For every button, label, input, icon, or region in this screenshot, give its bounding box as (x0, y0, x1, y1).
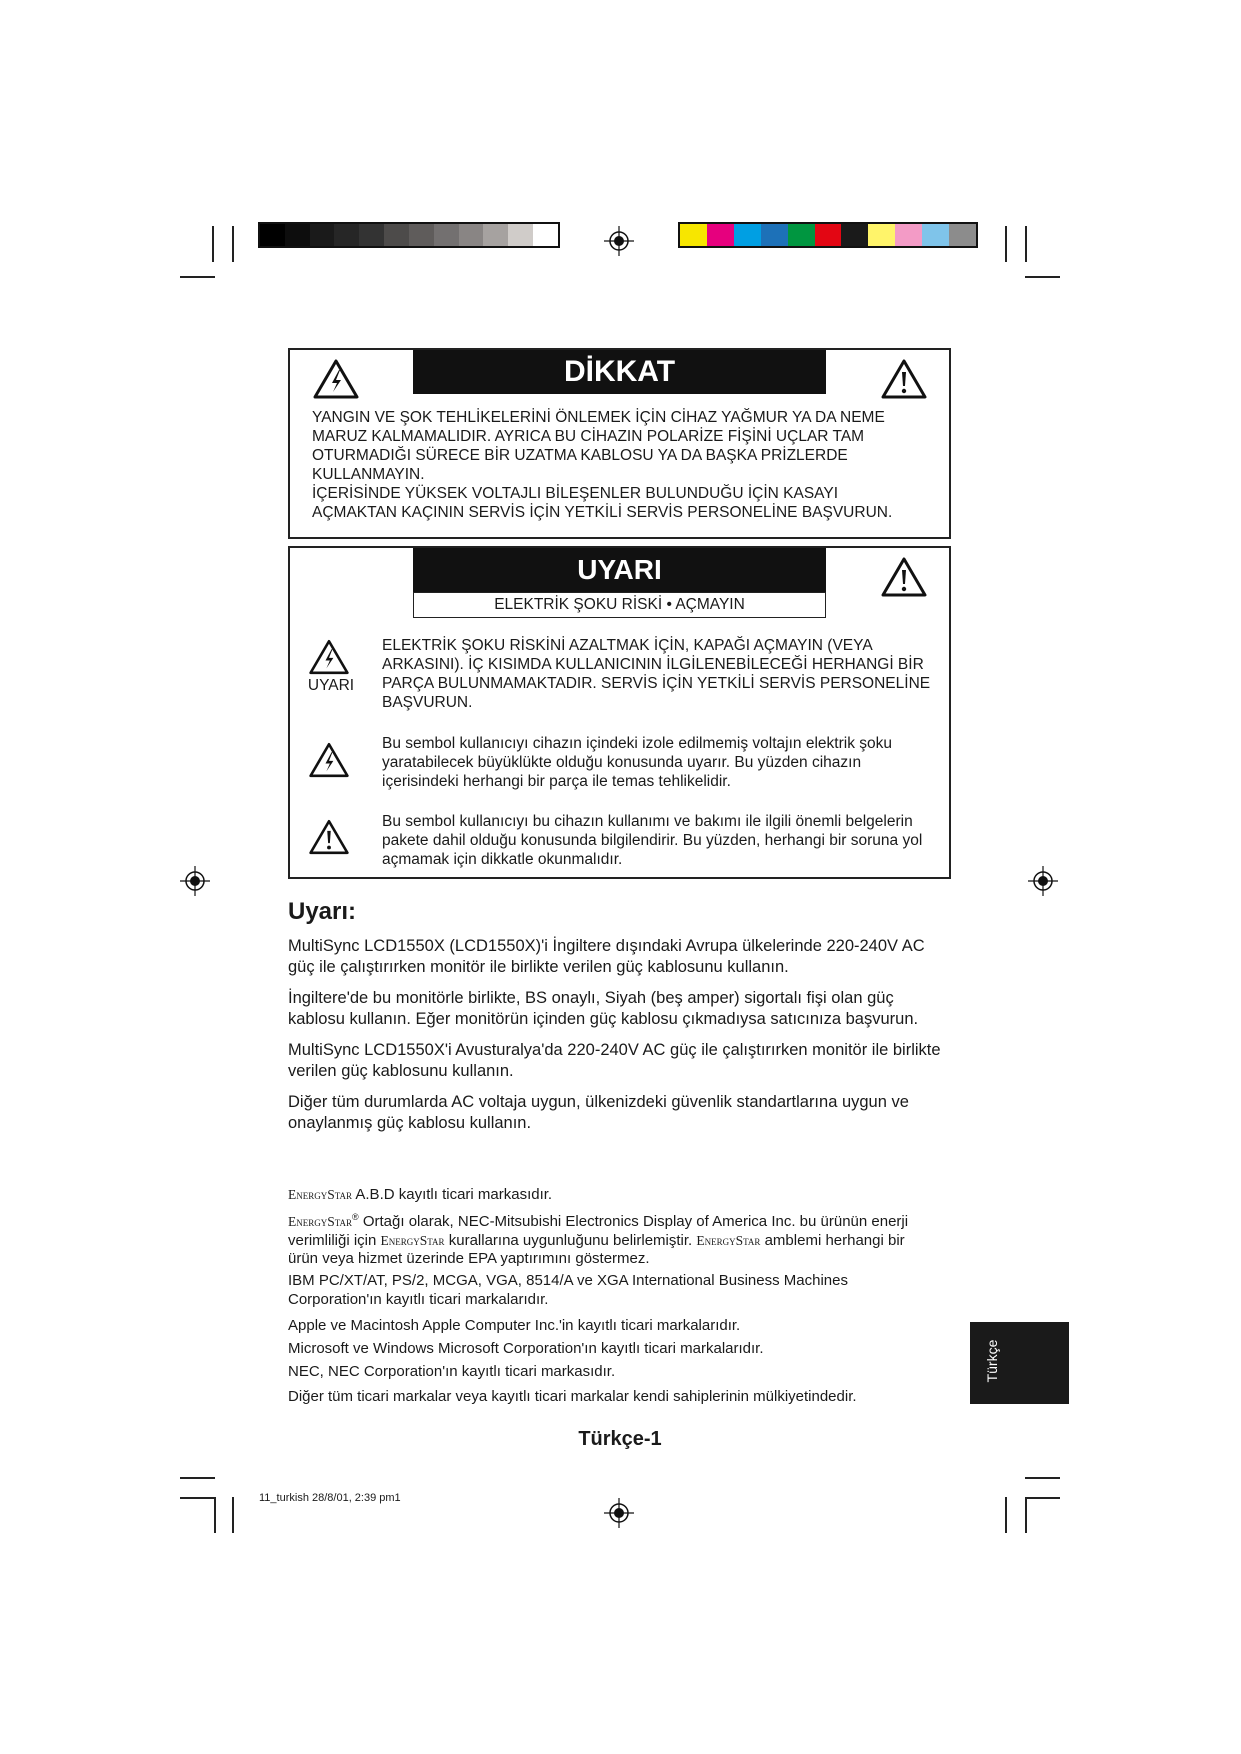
registration-mark-icon (1028, 866, 1058, 896)
text-line: MultiSync LCD1550X (LCD1550X)'i İngiltere dışındaki Avrupa ülkelerinde 220-240V AC (288, 937, 925, 955)
text-line: açmamak için dikkatle okunmalıdır. (382, 851, 623, 868)
notice-paragraph (288, 1040, 968, 1082)
trademark-others: Diğer tüm ticari markalar veya kayıtlı ticari markalar kendi sahiplerinin mülkiyetindedir. (288, 1388, 857, 1405)
lightning-warning-icon (308, 638, 350, 676)
caution-title: DİKKAT (413, 350, 826, 394)
warning-box (288, 546, 951, 879)
side-tab-label: Türkçe (984, 1339, 1000, 1383)
text-fragment: Ortağı olarak, NEC-Mitsubishi Electronics Display of America Inc. bu ürünün enerji (358, 1213, 909, 1230)
registration-mark-icon (604, 226, 634, 256)
trademark-energystar (288, 1186, 978, 1205)
text-fragment: ürün veya hizmet üzerinde EPA yaptırımını göstermez. (288, 1250, 650, 1267)
calibration-swatch (260, 224, 285, 246)
calibration-swatch (508, 224, 533, 246)
crop-mark (1005, 1497, 1007, 1533)
trademark-energystar-partner (288, 1208, 978, 1269)
caution-text (312, 408, 932, 522)
calibration-swatch (922, 224, 949, 246)
text-line: Corporation'ın kayıtlı ticari markalarıdır. (288, 1290, 549, 1308)
text-line: verilen güç kablosunu kullanın. (288, 1062, 514, 1080)
calibration-swatch (434, 224, 459, 246)
calibration-swatch (707, 224, 734, 246)
notice-paragraph (288, 936, 968, 978)
warning-title: UYARI (413, 548, 826, 592)
calibration-swatch (949, 224, 976, 246)
caution-line: İÇERİSİNDE YÜKSEK VOLTAJLI BİLEŞENLER BULUNDUĞU İÇİN KASAYI (312, 485, 839, 502)
text-line: Diğer tüm durumlarda AC voltaja uygun, ülkenizdeki güvenlik standartlarına uygun ve (288, 1093, 909, 1111)
symbol-explanation (382, 734, 942, 791)
lightning-warning-icon (312, 358, 360, 400)
crop-mark (180, 1477, 215, 1479)
calibration-swatch (359, 224, 384, 246)
energystar-wordmark: EnergyStar (288, 1187, 353, 1202)
caution-line: KULLANMAYIN. (312, 466, 425, 483)
trademark-apple: Apple ve Macintosh Apple Computer Inc.'in kayıtlı ticari markalarıdır. (288, 1317, 741, 1334)
calibration-swatch (310, 224, 335, 246)
energystar-wordmark: EnergyStar (380, 1232, 445, 1248)
calibration-swatch (680, 224, 707, 246)
caution-line: MARUZ KALMAMALIDIR. AYRICA BU CİHAZIN POLARİZE FİŞİNİ UÇLAR TAM (312, 428, 865, 445)
energystar-wordmark: EnergyStar (696, 1232, 761, 1248)
calibration-swatch (868, 224, 895, 246)
text-line: içerisindeki herhangi bir parça ile temas tehlikelidir. (382, 773, 731, 790)
exclamation-warning-icon (880, 358, 928, 400)
registered-mark: ® (352, 1212, 359, 1222)
text-line: pakete dahil olduğu konusunda bilgilendirir. Bu yüzden, herhangi bir soruna yol (382, 832, 923, 849)
calibration-swatch (285, 224, 310, 246)
text-line: ELEKTRİK ŞOKU RİSKİNİ AZALTMAK İÇİN, KAPAĞI AÇMAYIN (VEYA (382, 637, 873, 654)
text-line: yaratabilecek büyüklükte olduğu konusunda uyarır. Bu yüzden cihazın (382, 754, 862, 771)
text-fragment: verimliliği için (288, 1231, 381, 1249)
crop-mark (214, 1497, 216, 1533)
notice-heading: Uyarı: (288, 898, 357, 925)
text-fragment: amblemi herhangi bir (760, 1231, 905, 1249)
text-fragment: kurallarına uygunluğunu belirlemiştir. (444, 1231, 697, 1249)
text-line: İngiltere'de bu monitörle birlikte, BS onaylı, Siyah (beş amper) sigortalı fişi olan güç (288, 989, 894, 1007)
energystar-wordmark: EnergyStar (288, 1214, 353, 1229)
trademark-ibm (288, 1272, 978, 1309)
warning-subtitle: ELEKTRİK ŞOKU RİSKİ • AÇMAYIN (413, 592, 826, 618)
text-line: IBM PC/XT/AT, PS/2, MCGA, VGA, 8514/A ve XGA International Business Machines (288, 1272, 848, 1289)
caution-box (288, 348, 951, 539)
page-number: Türkçe-1 (578, 1428, 662, 1450)
text-line: Bu sembol kullanıcıyı cihazın içindeki izole edilmemiş voltajın elektrik şoku (382, 735, 892, 752)
caution-line: AÇMAKTAN KAÇININ SERVİS İÇİN YETKİLİ SERVİS PERSONELİNE BAŞVURUN. (312, 504, 893, 521)
crop-mark (1025, 226, 1027, 262)
crop-mark (180, 1497, 215, 1499)
calibration-swatch (734, 224, 761, 246)
calibration-swatch (841, 224, 868, 246)
caution-line: YANGIN VE ŞOK TEHLİKELERİNİ ÖNLEMEK İÇİN CİHAZ YAĞMUR YA DA NEME (312, 409, 885, 426)
calibration-swatch (815, 224, 842, 246)
text-line: Bu sembol kullanıcıyı bu cihazın kullanımı ve bakımı ile ilgili önemli belgelerin (382, 813, 913, 830)
language-side-tab (970, 1322, 1069, 1404)
warning-paragraph (382, 636, 942, 712)
text-line: kablosu kullanın. Eğer monitörün içinden güç kablosu çıkmadıysa satıcınıza başvurun. (288, 1010, 919, 1028)
exclamation-warning-icon (880, 556, 928, 598)
calibration-swatch (788, 224, 815, 246)
calibration-swatch (334, 224, 359, 246)
crop-mark (1025, 1477, 1060, 1479)
crop-mark (1025, 1497, 1027, 1533)
crop-mark (1005, 226, 1007, 262)
text-fragment: A.B.D kayıtlı ticari markasıdır. (352, 1186, 553, 1203)
text-line: ARKASINI). İÇ KISIMDA KULLANICININ İLGİLENEBİLECEĞİ HERHANGİ BİR (382, 656, 924, 673)
notice-paragraph (288, 1092, 968, 1134)
crop-mark (1025, 276, 1060, 278)
text-line: BAŞVURUN. (382, 694, 473, 711)
text-line: onaylanmış güç kablosu kullanın. (288, 1114, 532, 1132)
caution-line: OTURMADIĞI SÜRECE BİR UZATMA KABLOSU YA DA BAŞKA PRİZLERDE (312, 447, 848, 464)
text-line: PARÇA BULUNMAMAKTADIR. SERVİS İÇİN YETKİLİ SERVİS PERSONELİNE (382, 675, 931, 692)
calibration-swatch (533, 224, 558, 246)
calibration-swatch (409, 224, 434, 246)
lightning-warning-icon (308, 741, 350, 779)
text-line: güç ile çalıştırırken monitör ile birlikte verilen güç kablosunu kullanın. (288, 958, 789, 976)
calibration-swatch (761, 224, 788, 246)
text-line: MultiSync LCD1550X'i Avusturalya'da 220-240V AC güç ile çalıştırırken monitör ile birlikte (288, 1041, 941, 1059)
registration-mark-icon (604, 1498, 634, 1528)
crop-mark (212, 226, 214, 262)
gray-calibration-bar (258, 222, 560, 248)
crop-mark (232, 226, 234, 262)
calibration-swatch (384, 224, 409, 246)
calibration-swatch (895, 224, 922, 246)
crop-mark (232, 1497, 234, 1533)
notice-paragraph (288, 988, 968, 1030)
symbol-explanation (382, 812, 942, 869)
registration-mark-icon (180, 866, 210, 896)
calibration-swatch (459, 224, 484, 246)
crop-mark (1025, 1497, 1060, 1499)
calibration-swatch (483, 224, 508, 246)
print-slug: 11_turkish 28/8/01, 2:39 pm1 (259, 1492, 401, 1504)
color-calibration-bar (678, 222, 978, 248)
trademark-nec: NEC, NEC Corporation'ın kayıtlı ticari markasıdır. (288, 1363, 616, 1380)
trademark-microsoft: Microsoft ve Windows Microsoft Corporation'ın kayıtlı ticari markalarıdır. (288, 1340, 764, 1357)
icon-caption: UYARI (307, 677, 355, 694)
crop-mark (180, 276, 215, 278)
exclamation-warning-icon (308, 818, 350, 856)
